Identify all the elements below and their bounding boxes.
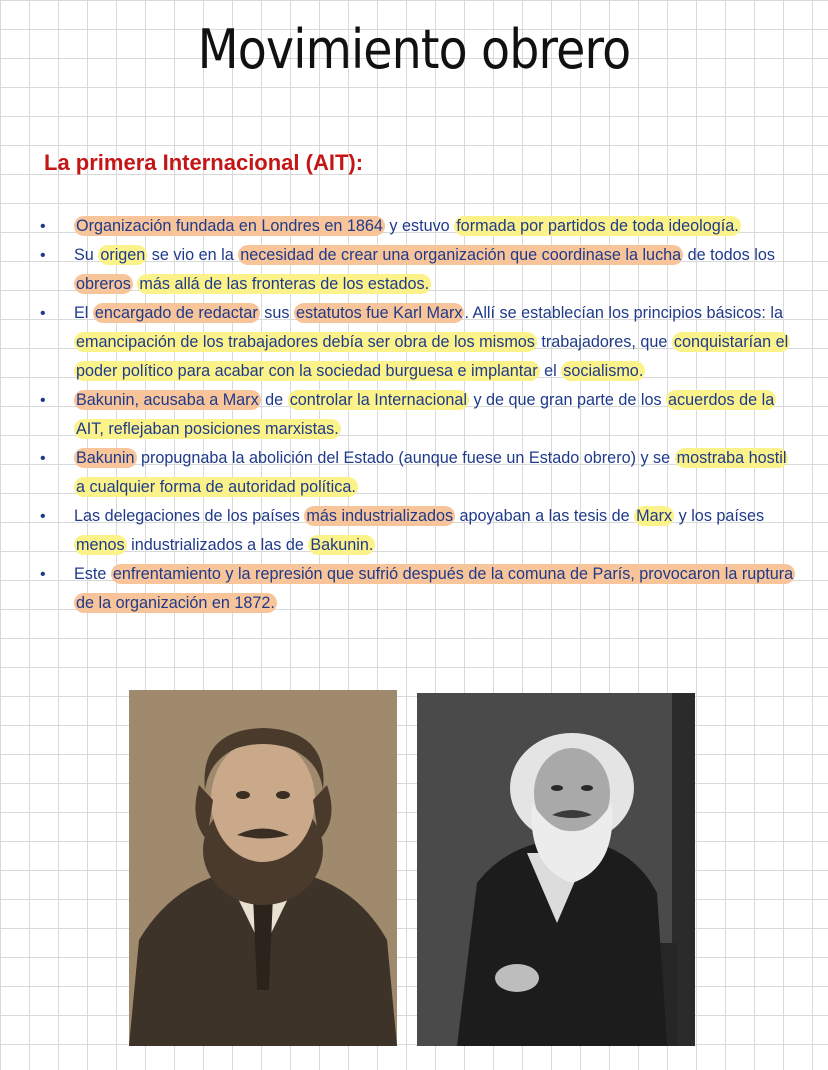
- bullet-text: y de que gran parte de los: [468, 391, 667, 409]
- bullet-dot: •: [40, 508, 46, 525]
- highlighted-text: necesidad de crear una organización que coordinase la lucha: [240, 246, 682, 264]
- highlighted-text: formada por partidos de toda ideología.: [456, 217, 739, 235]
- highlighted-text: origen: [100, 246, 146, 264]
- bullet-item: [38, 444, 798, 502]
- bakunin-portrait-drawing: [129, 690, 397, 1046]
- highlighted-text: obreros: [76, 275, 131, 293]
- bullet-text: apoyaban a las tesis de: [455, 507, 635, 525]
- highlighted-text: estatutos fue Karl Marx: [295, 304, 463, 322]
- bullet-item: [38, 502, 798, 560]
- marx-portrait: [417, 693, 695, 1046]
- bullet-text: y estuvo: [384, 217, 455, 235]
- section-heading: La primera Internacional (AIT):: [44, 150, 364, 175]
- bullet-dot: •: [40, 450, 46, 467]
- bullet-dot: •: [40, 305, 46, 322]
- bullet-item: [38, 299, 798, 386]
- bullet-item: [38, 241, 798, 299]
- bullet-text: propugnaba la abolición del Estado (aunque fuese un Estado obrero) y se: [136, 449, 675, 467]
- bullet-dot: •: [40, 218, 46, 235]
- highlighted-text: encargado de redactar: [94, 304, 258, 322]
- bullet-text: se vio en la: [147, 246, 239, 264]
- bakunin-portrait: [129, 690, 397, 1046]
- bullet-text: industrializados a las de: [126, 536, 309, 554]
- highlighted-text: enfrentamiento y la represión que sufrió después de la comuna de París, provocaron la ruptura de la organización en 1872.: [76, 565, 794, 612]
- bullet-dot: •: [40, 566, 46, 583]
- highlighted-text: Marx: [636, 507, 673, 525]
- highlighted-text: Organización fundada en Londres en 1864: [76, 217, 383, 235]
- highlighted-text: controlar la Internacional: [289, 391, 467, 409]
- bullet-list: [38, 212, 798, 618]
- bullet-item: [38, 560, 798, 618]
- highlighted-text: emancipación de los trabajadores debía ser obra de los mismos: [76, 333, 535, 351]
- bullet-text: de: [260, 391, 288, 409]
- highlighted-text: conquistarían el poder político para acabar con la sociedad burguesa e implantar: [76, 333, 789, 380]
- highlighted-text: más industrializados: [306, 507, 454, 525]
- bullet-item: [38, 386, 798, 444]
- highlighted-text: mostraba hostil a cualquier forma de autoridad política.: [76, 449, 787, 496]
- bullet-text: Su: [74, 246, 99, 264]
- bullet-text: el: [539, 362, 562, 380]
- highlighted-text: Bakunin: [76, 449, 135, 467]
- bullet-text: sus: [259, 304, 294, 322]
- bullet-text: Este: [74, 565, 111, 583]
- bullet-text: y los países: [674, 507, 765, 525]
- marx-portrait-drawing: [417, 693, 695, 1046]
- bullet-text: trabajadores, que: [536, 333, 672, 351]
- bullet-text: . Allí se establecían los principios básicos: la: [464, 304, 783, 322]
- highlighted-text: acuerdos de la AIT, reflejaban posiciones marxistas.: [76, 391, 775, 438]
- bullet-text: El: [74, 304, 93, 322]
- highlighted-text: Bakunin.: [310, 536, 374, 554]
- highlighted-text: más allá de las fronteras de los estados.: [139, 275, 430, 293]
- bullet-dot: •: [40, 392, 46, 409]
- bullet-text: Las delegaciones de los países: [74, 507, 305, 525]
- highlighted-text: Bakunin, acusaba a Marx: [76, 391, 259, 409]
- bullet-item: [38, 212, 798, 241]
- bullet-text: de todos los: [683, 246, 775, 264]
- highlighted-text: menos: [76, 536, 125, 554]
- page-title: Movimiento obrero: [197, 18, 631, 81]
- highlighted-text: socialismo.: [563, 362, 644, 380]
- bullet-dot: •: [40, 247, 46, 264]
